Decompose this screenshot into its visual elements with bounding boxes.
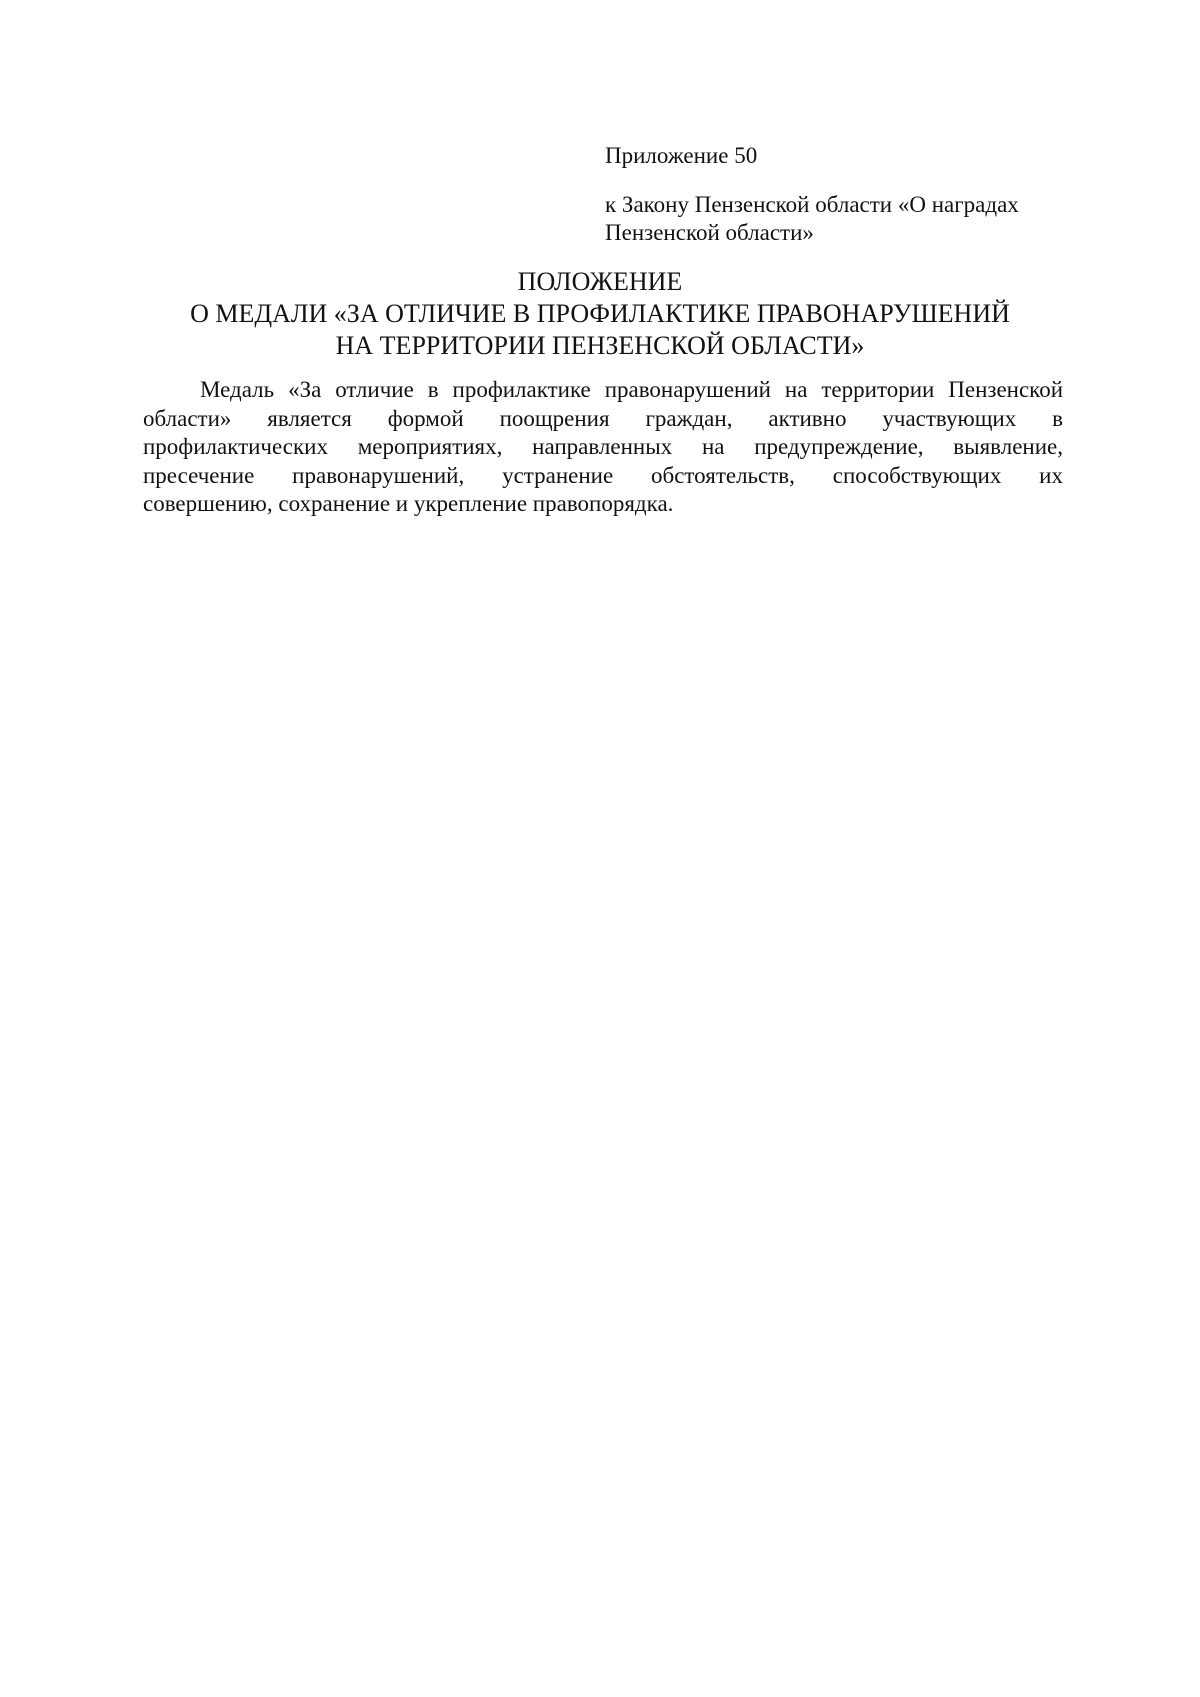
body-paragraph bbox=[143, 376, 1063, 519]
paragraph-line: профилактических мероприятиях, направленных на предупреждение, выявление, bbox=[143, 434, 1063, 459]
heading-subtitle-line: НА ТЕРРИТОРИИ ПЕНЗЕНСКОЙ ОБЛАСТИ» bbox=[335, 331, 865, 360]
paragraph-line: совершению, сохранение и укрепление правопорядка. bbox=[143, 491, 674, 516]
paragraph-line: пресечение правонарушений, устранение обстоятельств, способствующих их bbox=[143, 462, 1063, 488]
appendix-reference bbox=[605, 191, 1075, 247]
paragraph-line: области» является формой поощрения граждан, активно участвующих в bbox=[143, 405, 1063, 431]
heading-title: ПОЛОЖЕНИЕ bbox=[517, 267, 683, 296]
appendix-reference-line: Пензенской области» bbox=[605, 220, 814, 245]
paragraph-line: Медаль «За отличие в профилактике правонарушений на территории Пензенской bbox=[200, 377, 1063, 402]
appendix-reference-line: к Закону Пензенской области «О наградах bbox=[605, 192, 1019, 217]
document-heading bbox=[100, 266, 1100, 362]
heading-subtitle-line: О МЕДАЛИ «ЗА ОТЛИЧИЕ В ПРОФИЛАКТИКЕ ПРАВОНАРУШЕНИЙ bbox=[190, 299, 1010, 328]
appendix-label: Приложение 50 bbox=[605, 143, 758, 168]
